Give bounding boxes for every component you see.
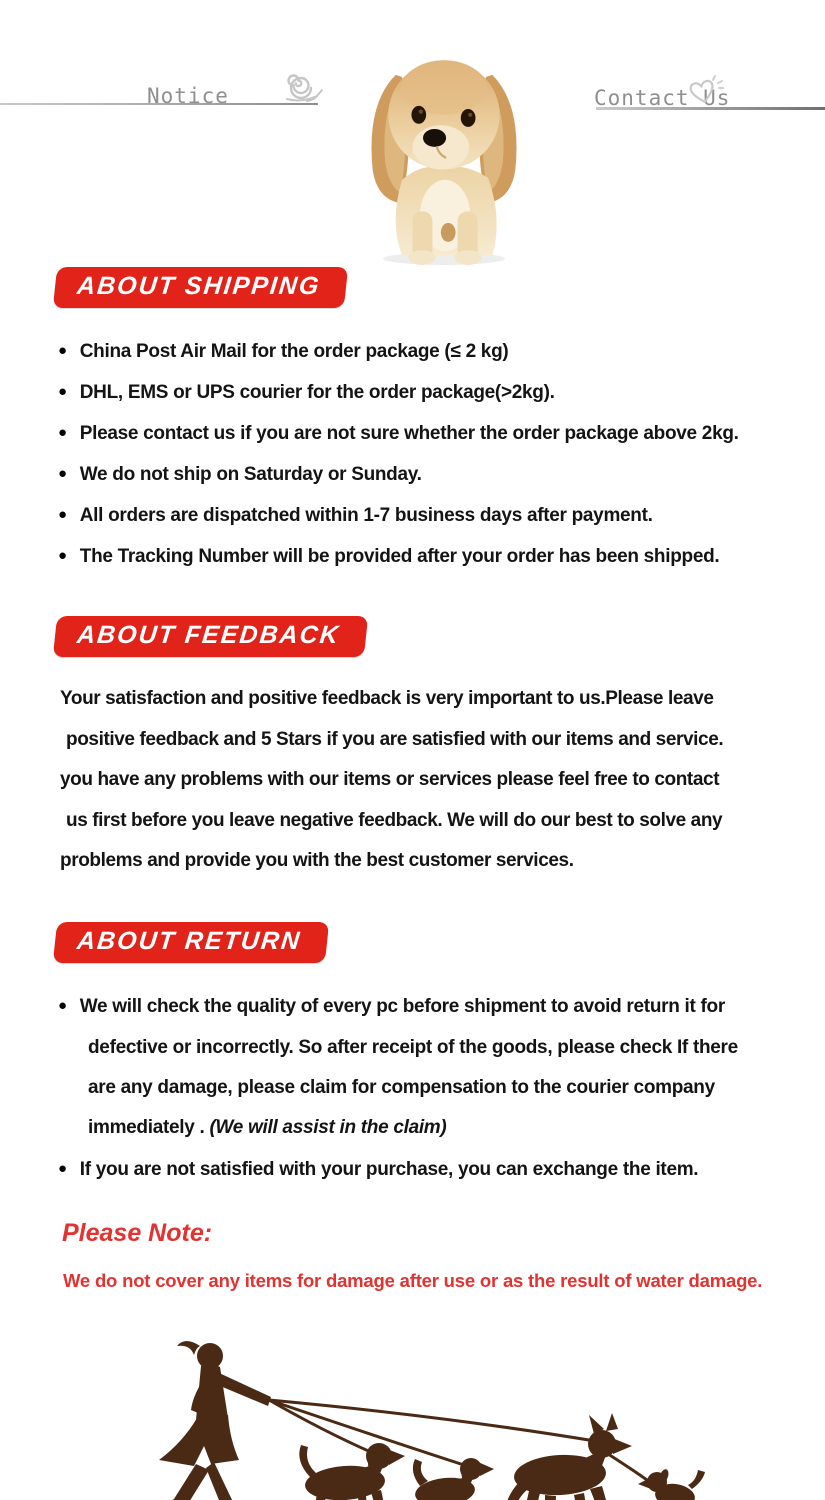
section-shipping xyxy=(0,267,825,578)
bullet-text: DHL, EMS or UPS courier for the order package(>2kg). xyxy=(79,382,555,403)
paragraph-line: positive feedback and 5 Stars if you are satisfied with our items and service. xyxy=(66,728,724,750)
bullet-text: If you are not satisfied with your purchase, you can exchange the item. xyxy=(79,1158,699,1180)
bullet-icon: ● xyxy=(58,1159,67,1177)
bullet-icon: ● xyxy=(58,996,67,1014)
bullet-icon: ● xyxy=(58,342,67,359)
please-note-title: Please Note: xyxy=(62,1218,213,1247)
list-item xyxy=(58,455,805,496)
list-item xyxy=(58,373,805,414)
paragraph-line: you have any problems with our items or services please feel free to contact xyxy=(60,769,720,790)
return-paragraph xyxy=(58,987,801,1148)
feedback-title: ABOUT FEEDBACK xyxy=(75,621,342,649)
bullet-text: We will check the quality of every pc before shipment to avoid return it for xyxy=(79,995,725,1017)
return-title: ABOUT RETURN xyxy=(75,926,303,955)
bullet-icon: ● xyxy=(58,465,67,482)
claim-note: (We will assist in the claim) xyxy=(209,1116,447,1138)
paragraph-line: problems and provide you with the best customer services. xyxy=(60,850,574,871)
feedback-paragraph xyxy=(60,679,795,882)
paragraph-text: immediately . xyxy=(88,1116,205,1138)
paragraph-line: Your satisfaction and positive feedback is very important to us.Please leave xyxy=(60,688,714,709)
bullet-text: All orders are dispatched within 1-7 business days after payment. xyxy=(79,505,653,526)
dog-walking-image xyxy=(0,1334,825,1500)
notice-tab[interactable]: Notice xyxy=(147,84,229,108)
return-banner xyxy=(53,922,329,963)
exchange-bullet-row xyxy=(58,1150,801,1191)
bullet-text: China Post Air Mail for the order package (≤ 2 kg) xyxy=(79,341,509,362)
header xyxy=(0,0,825,267)
bullet-text: The Tracking Number will be provided after your order has been shipped. xyxy=(79,546,720,567)
bullet-icon: ● xyxy=(58,383,67,400)
water-damage-warning: We do not cover any items for damage after use or as the result of water damage. xyxy=(63,1269,763,1291)
contact-us-tab[interactable]: Contact Us xyxy=(594,86,731,110)
puppy-photo xyxy=(338,14,550,271)
bullet-icon: ● xyxy=(58,424,67,441)
paragraph-line: are any damage, please claim for compensation to the courier company xyxy=(88,1076,715,1098)
paragraph-line xyxy=(58,1108,801,1148)
paragraph-line: us first before you leave negative feedback. We will do our best to solve any xyxy=(66,809,723,831)
feedback-banner xyxy=(53,616,368,657)
bullet-icon: ● xyxy=(58,547,67,564)
section-feedback xyxy=(0,616,825,882)
bullet-text: Please contact us if you are not sure whether the order package above 2kg. xyxy=(79,423,739,444)
shipping-bullets xyxy=(58,332,805,578)
list-item xyxy=(58,332,805,373)
shipping-banner xyxy=(53,267,349,308)
paragraph-line xyxy=(58,987,801,1028)
shipping-title: ABOUT SHIPPING xyxy=(75,272,322,300)
heart-sparkle-icon xyxy=(686,74,726,113)
list-item xyxy=(58,537,805,578)
snail-icon xyxy=(281,72,325,113)
list-item xyxy=(58,414,805,455)
section-return xyxy=(0,922,825,1191)
list-item xyxy=(58,496,805,537)
bullet-icon: ● xyxy=(58,506,67,523)
bullet-text: We do not ship on Saturday or Sunday. xyxy=(79,464,422,485)
paragraph-line: defective or incorrectly. So after receipt of the goods, please check If there xyxy=(88,1036,738,1058)
